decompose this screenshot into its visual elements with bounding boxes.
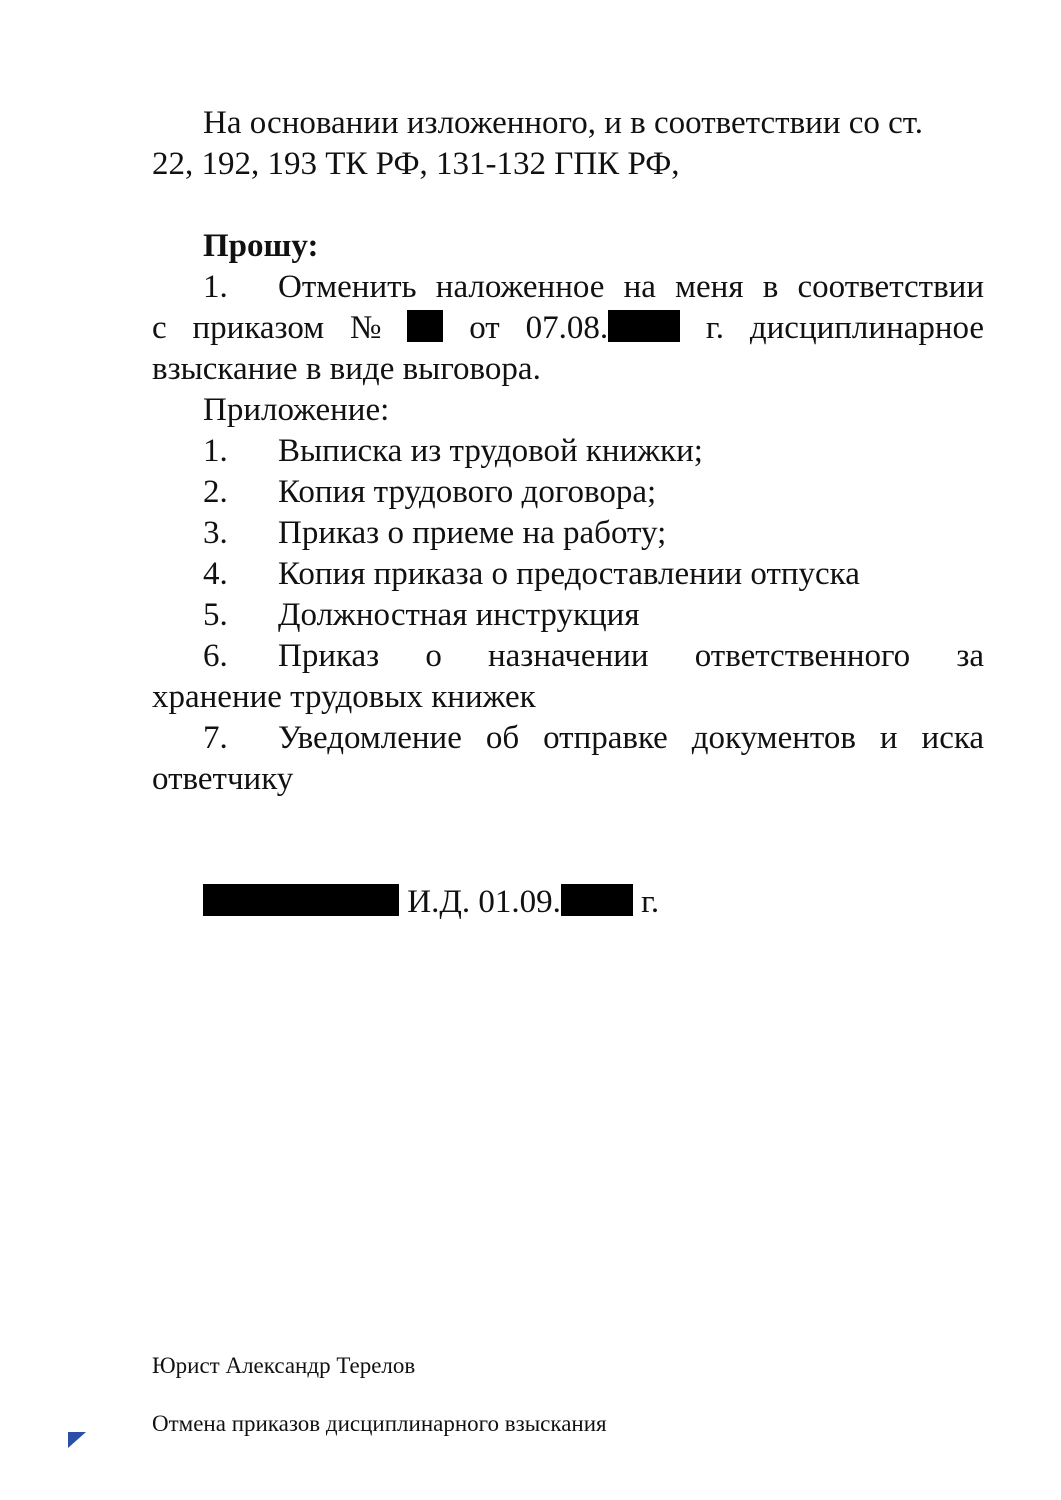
attachment-item-line-2: ответчику xyxy=(152,761,294,797)
intro-line-2: 22, 192, 193 ТК РФ, 131-132 ГПК РФ, xyxy=(152,146,680,182)
word: приказом xyxy=(192,310,325,346)
word: № xyxy=(349,310,382,346)
word: с xyxy=(152,310,167,346)
redaction-block xyxy=(608,310,680,342)
attachment-number: 6. xyxy=(203,638,228,674)
word: отправке xyxy=(543,720,668,756)
word: Приказ xyxy=(278,638,380,674)
attachment-item: Копия трудового договора; xyxy=(278,474,657,510)
attachment-number: 4. xyxy=(203,556,228,592)
word: документов xyxy=(691,720,856,756)
word: о xyxy=(425,638,442,674)
word: иска xyxy=(921,720,985,756)
word: Уведомление xyxy=(278,720,462,756)
word: за xyxy=(956,638,985,674)
word: назначении xyxy=(488,638,649,674)
attachment-item: Копия приказа о предоставлении отпуска xyxy=(278,556,860,592)
date-prefix: 07.08. xyxy=(525,310,609,346)
attachment-item: Должностная инструкция xyxy=(278,597,640,633)
word: г. xyxy=(705,310,724,346)
attachment-item: Выписка из трудовой книжки; xyxy=(278,433,703,469)
word: ответственного xyxy=(694,638,911,674)
word: от xyxy=(469,310,500,346)
attachment-number: 7. xyxy=(203,720,228,756)
redacted-year xyxy=(561,884,633,916)
request-item-line-1: Отменить наложенное на меня в соответствии xyxy=(278,269,984,305)
attachment-item: Приказ о приеме на работу; xyxy=(278,515,667,551)
word: и xyxy=(879,720,898,756)
intro-line-1: На основании изложенного, и в соответствии со ст. xyxy=(203,105,923,141)
attachment-item-line-2: хранение трудовых книжек xyxy=(152,679,536,715)
attachment-item-line-1 xyxy=(278,718,984,759)
request-item-line-2 xyxy=(152,308,984,349)
request-heading: Прошу: xyxy=(203,228,319,264)
redaction-block xyxy=(407,310,443,342)
request-item-line-3: взыскание в виде выговора. xyxy=(152,351,541,387)
word: об xyxy=(485,720,520,756)
attachments-heading: Приложение: xyxy=(203,392,390,428)
footer-author: Юрист Александр Терелов xyxy=(152,1353,416,1378)
attachment-item-line-1 xyxy=(278,636,984,677)
request-item-number: 1. xyxy=(203,269,228,305)
footer-title: Отмена приказов дисциплинарного взыскания xyxy=(152,1411,607,1436)
redacted-surname xyxy=(203,884,399,916)
signature-year-suffix: г. xyxy=(641,884,660,920)
attachment-number: 2. xyxy=(203,474,228,510)
attachment-number: 1. xyxy=(203,433,228,469)
word: дисциплинарное xyxy=(749,310,985,346)
attachment-number: 3. xyxy=(203,515,228,551)
signature-initials-date: И.Д. 01.09. xyxy=(407,884,561,920)
signature-line xyxy=(203,882,659,923)
corner-marker-icon xyxy=(68,1432,86,1448)
attachment-number: 5. xyxy=(203,597,228,633)
